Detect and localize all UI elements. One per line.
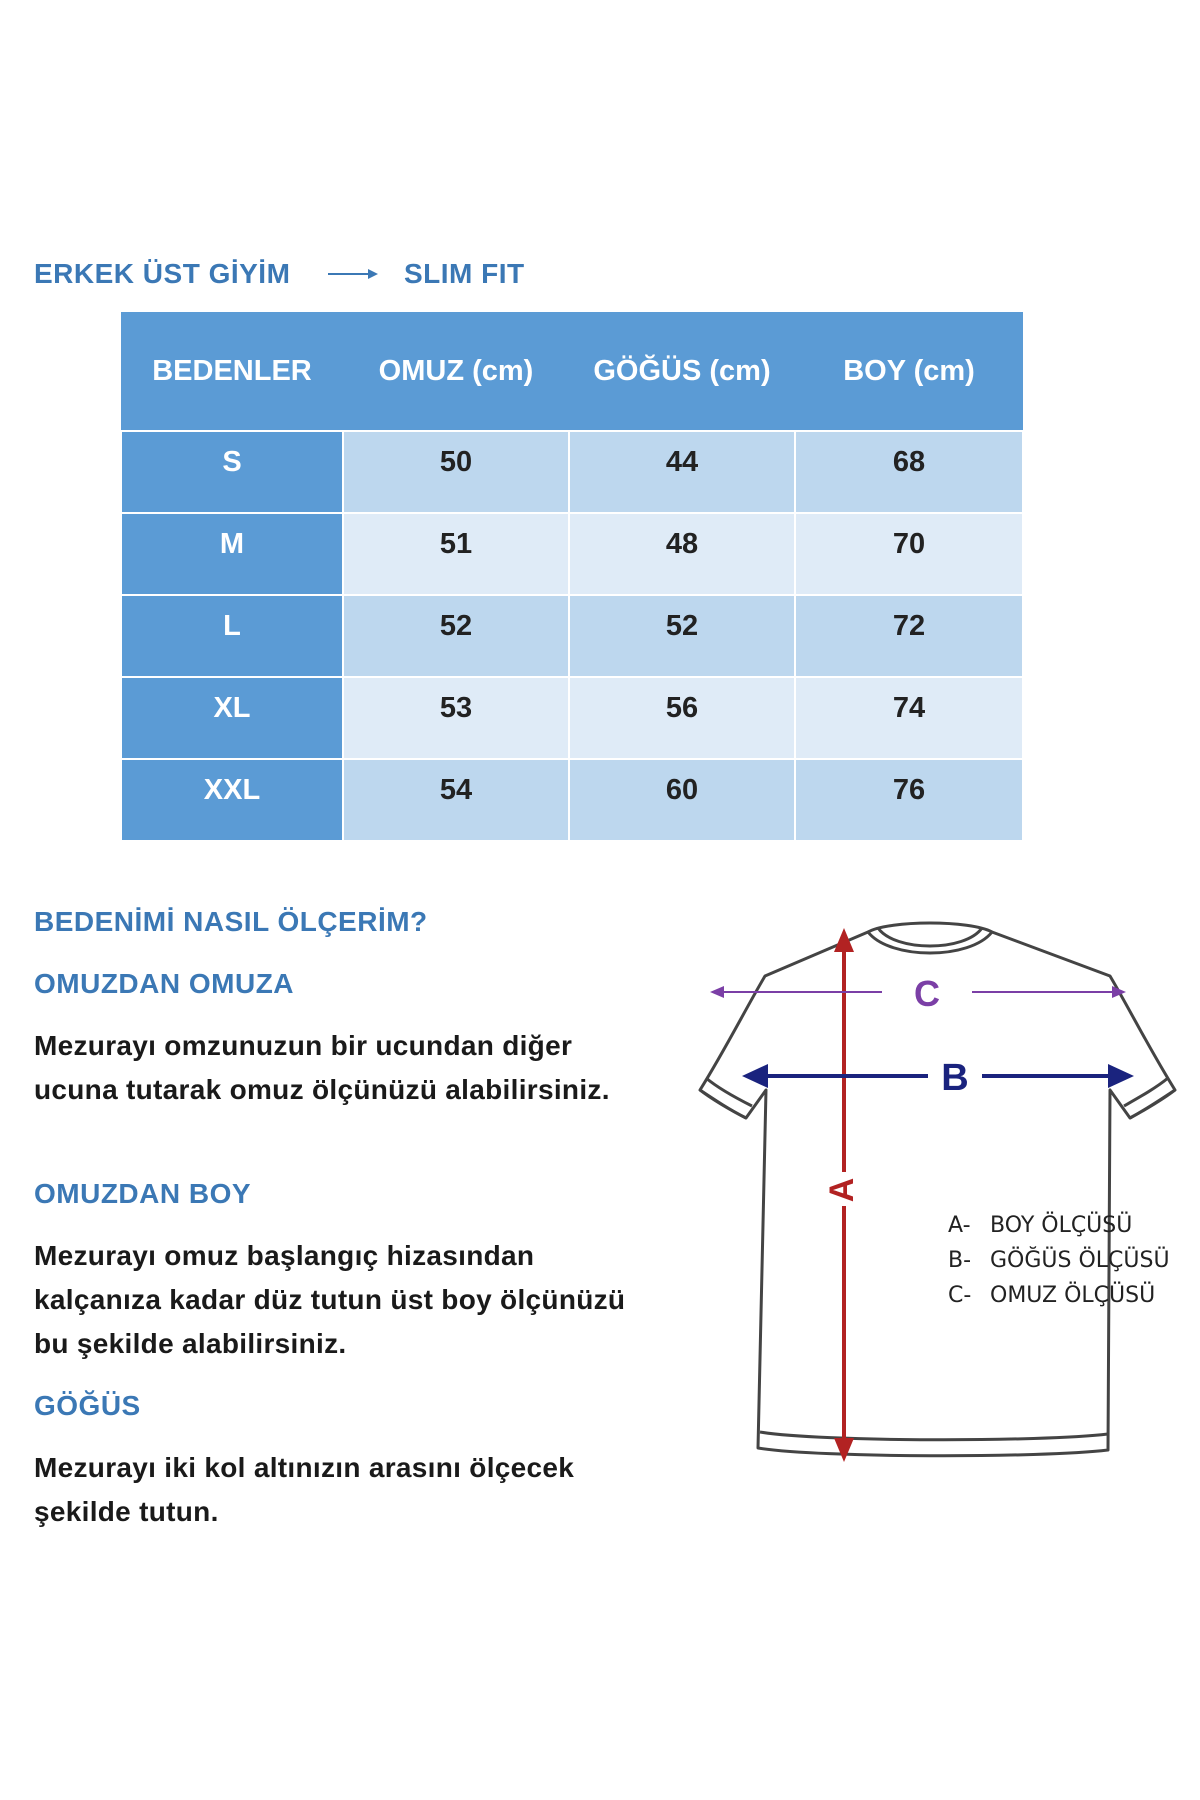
shoulder-cell: 50 [343,431,569,513]
right-arrow-icon [328,266,380,282]
legend-item-b [948,1248,1170,1273]
length-section-title: OMUZDAN BOY [34,1178,252,1209]
chest-cell: 60 [569,759,795,841]
chest-cell: 48 [569,513,795,595]
length-cell: 68 [795,431,1023,513]
table-row [121,759,1023,841]
table-row [121,677,1023,759]
shoulder-section-title: OMUZDAN OMUZA [34,968,295,999]
fit-title: SLIM FIT [404,258,525,289]
column-header-shoulder: OMUZ (cm) [343,312,569,431]
legend-text: BOY ÖLÇÜSÜ [990,1213,1133,1238]
length-cell: 74 [795,677,1023,759]
shoulder-cell: 54 [343,759,569,841]
length-cell: 72 [795,595,1023,677]
length-cell: 70 [795,513,1023,595]
column-header-chest: GÖĞÜS (cm) [569,312,795,431]
label-c: C [914,973,940,1014]
legend-key: A- [948,1213,971,1238]
legend-item-c [948,1283,1155,1308]
category-title: ERKEK ÜST GİYİM [34,258,291,289]
chest-section-title: GÖĞÜS [34,1390,141,1421]
length-section-text: Mezurayı omuz başlangıç hizasından kalçanıza kadar düz tutun üst boy ölçünüzü bu şekilde alabilirsiniz. [34,1240,626,1359]
legend-text: GÖĞÜS ÖLÇÜSÜ [990,1248,1170,1273]
chest-cell: 56 [569,677,795,759]
label-b: B [941,1057,969,1099]
legend-key: B- [948,1248,972,1273]
shoulder-cell: 51 [343,513,569,595]
legend-item-a [948,1213,1132,1238]
legend-text: OMUZ ÖLÇÜSÜ [990,1283,1156,1308]
length-cell: 76 [795,759,1023,841]
shoulder-cell: 53 [343,677,569,759]
chest-cell: 52 [569,595,795,677]
size-cell: M [121,513,343,595]
size-cell: L [121,595,343,677]
table-row [121,431,1023,513]
shoulder-cell: 52 [343,595,569,677]
size-cell: XXL [121,759,343,841]
table-row [121,595,1023,677]
column-header-length: BOY (cm) [795,312,1023,431]
column-header-size: BEDENLER [121,312,343,431]
size-cell: S [121,431,343,513]
size-cell: XL [121,677,343,759]
legend-key: C- [948,1283,972,1308]
shoulder-section-text: Mezurayı omzunuzun bir ucundan diğer ucuna tutarak omuz ölçünüzü alabilirsiniz. [34,1030,610,1105]
chest-section-text: Mezurayı iki kol altınızın arasını ölçecek şekilde tutun. [34,1452,575,1527]
label-a: A [822,1177,861,1203]
tshirt-measurement-diagram [640,900,1180,1480]
table-row [121,513,1023,595]
guide-title: BEDENİMİ NASIL ÖLÇERİM? [34,906,428,937]
chest-cell: 44 [569,431,795,513]
table-header-row [121,312,1023,431]
size-table [120,312,1024,842]
